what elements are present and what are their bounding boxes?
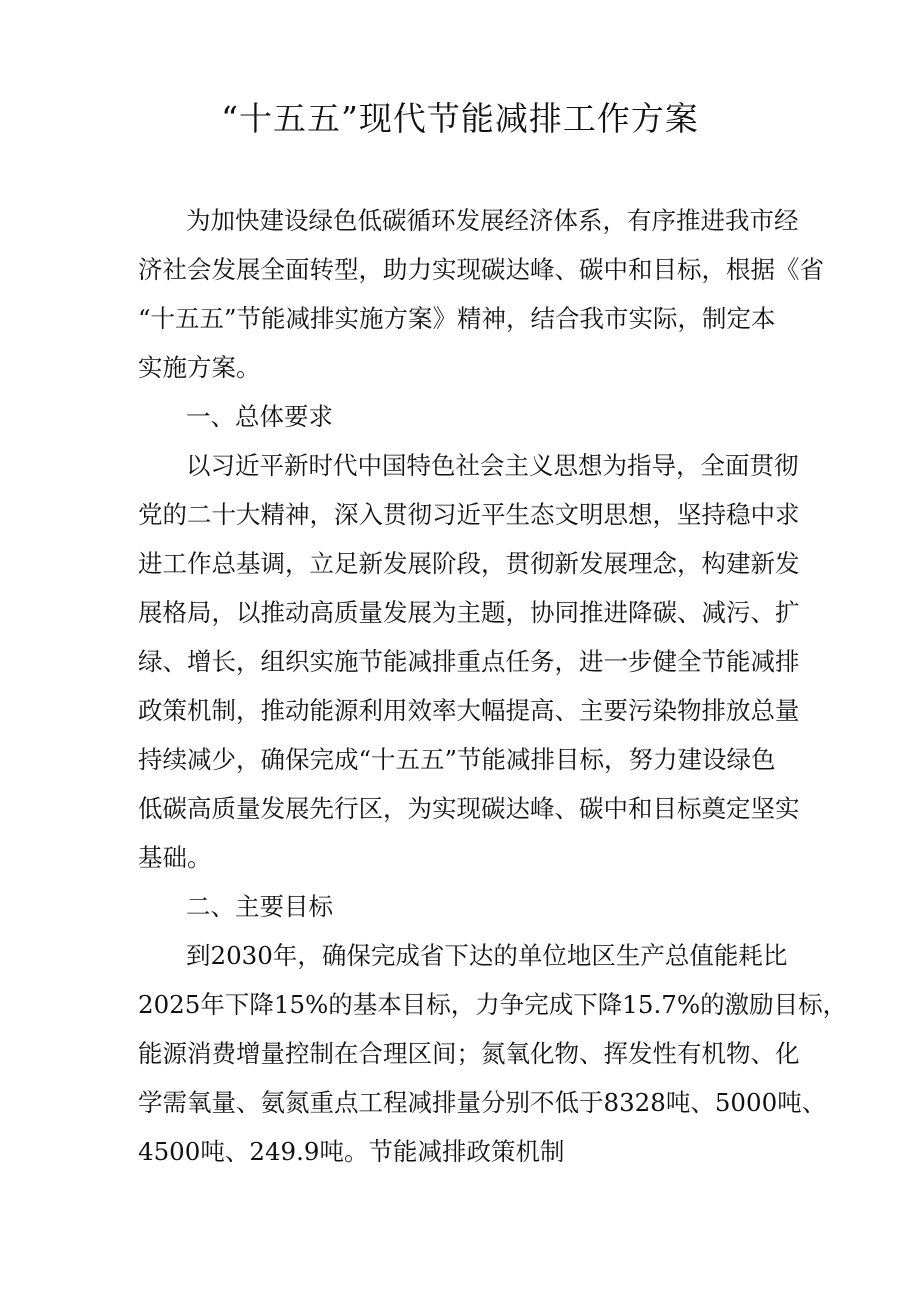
paragraph-line: “十五五”节能减排实施方案》精神，结合我市实际，制定本 bbox=[138, 304, 776, 333]
paragraph-line: 到2030年，确保完成省下达的单位地区生产总值能耗比 bbox=[186, 941, 788, 970]
section-heading: 一、总体要求 bbox=[186, 402, 333, 431]
paragraph-line: 能源消费增量控制在合理区间；氮氧化物、挥发性有机物、化 bbox=[138, 1039, 800, 1068]
paragraph-line: 展格局，以推动高质量发展为主题，协同推进降碳、减污、扩 bbox=[138, 598, 800, 627]
paragraph-line: 实施方案。 bbox=[138, 353, 261, 382]
paragraph-line: 为加快建设绿色低碳循环发展经济体系，有序推进我市经 bbox=[186, 206, 799, 235]
paragraph-line: 4500吨、249.9吨。节能减排政策机制 bbox=[138, 1137, 565, 1166]
paragraph-line: 政策机制，推动能源利用效率大幅提高、主要污染物排放总量 bbox=[138, 696, 800, 725]
paragraph-line: 济社会发展全面转型，助力实现碳达峰、碳中和目标，根据《省 bbox=[138, 255, 824, 284]
paragraph-line: 学需氧量、氨氮重点工程减排量分别不低于8328吨、5000吨、 bbox=[138, 1088, 827, 1117]
paragraph-line: 低碳高质量发展先行区，为实现碳达峰、碳中和目标奠定坚实 bbox=[138, 794, 800, 823]
paragraph-line: 以习近平新时代中国特色社会主义思想为指导，全面贯彻 bbox=[186, 451, 799, 480]
paragraph-line: 基础。 bbox=[138, 843, 212, 872]
paragraph-line: 进工作总基调，立足新发展阶段，贯彻新发展理念，构建新发 bbox=[138, 549, 800, 578]
paragraph-line: 绿、增长，组织实施节能减排重点任务，进一步健全节能减排 bbox=[138, 647, 800, 676]
section-heading: 二、主要目标 bbox=[186, 892, 333, 921]
document-title: “十五五”现代节能减排工作方案 bbox=[221, 99, 699, 138]
paragraph-line: 党的二十大精神，深入贯彻习近平生态文明思想，坚持稳中求 bbox=[138, 500, 800, 529]
paragraph-line: 2025年下降15%的基本目标，力争完成下降15.7%的激励目标， bbox=[138, 990, 848, 1019]
paragraph-line: 持续减少，确保完成“十五五”节能减排目标，努力建设绿色 bbox=[138, 745, 776, 774]
